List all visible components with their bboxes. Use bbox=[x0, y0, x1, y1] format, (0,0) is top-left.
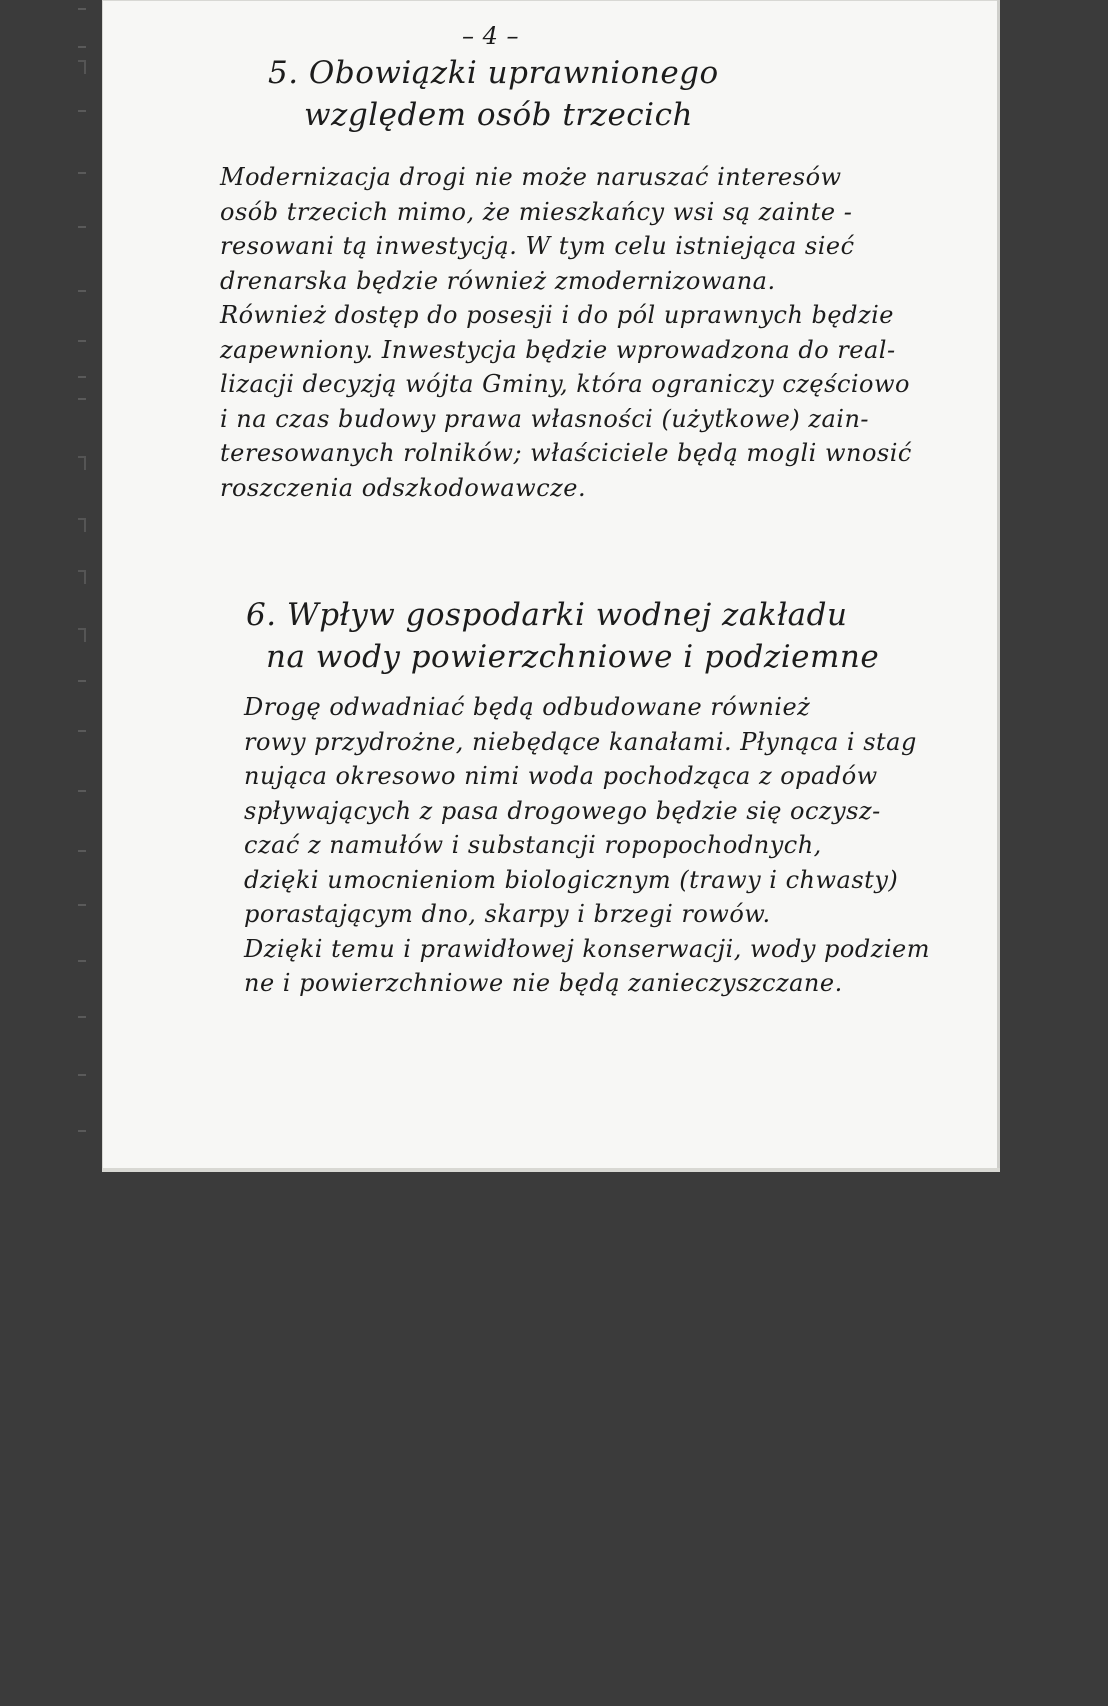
heading-line: 6. Wpływ gospodarki wodnej zakładu bbox=[246, 597, 848, 633]
text-line: osób trzecich mimo, że mieszkańcy wsi są zainte - bbox=[220, 197, 853, 226]
text-line: czać z namułów i substancji ropopochodnych, bbox=[244, 831, 822, 859]
binding-mark bbox=[78, 376, 86, 378]
binding-mark bbox=[78, 340, 86, 342]
heading-line: na wody powierzchniowe i podziemne bbox=[266, 639, 880, 675]
binding-mark bbox=[78, 46, 86, 48]
section-6-heading bbox=[246, 594, 879, 678]
binding-mark bbox=[78, 904, 86, 906]
binding-marks bbox=[78, 0, 90, 1172]
page-edge bbox=[997, 0, 1000, 1172]
text-line: lizacji decyzją wójta Gminy, która ograniczy częściowo bbox=[220, 370, 910, 398]
binding-mark bbox=[78, 172, 86, 174]
binding-mark bbox=[78, 628, 86, 642]
binding-mark bbox=[78, 1016, 86, 1018]
text-line: resowani tą inwestycją. W tym celu istniejąca sieć bbox=[220, 232, 855, 260]
binding-mark bbox=[78, 290, 86, 292]
binding-mark bbox=[78, 398, 86, 400]
text-line: Modernizacja drogi nie może naruszać interesów bbox=[220, 163, 842, 191]
heading-line: 5. Obowiązki uprawnionego bbox=[268, 55, 719, 91]
binding-mark bbox=[78, 226, 86, 228]
binding-mark bbox=[78, 730, 86, 732]
binding-mark bbox=[78, 570, 86, 584]
text-line: i na czas budowy prawa własności (użytkowe) zain- bbox=[220, 404, 870, 433]
binding-mark bbox=[78, 960, 86, 962]
binding-mark bbox=[78, 110, 86, 112]
text-line: rowy przydrożne, niebędące kanałami. Płynąca i stag bbox=[244, 727, 917, 756]
binding-mark bbox=[78, 1074, 86, 1076]
text-line: Również dostęp do posesji i do pól uprawnych będzie bbox=[220, 301, 894, 329]
binding-mark bbox=[78, 8, 86, 10]
binding-mark bbox=[78, 1130, 86, 1132]
text-line: dzięki umocnieniom biologicznym (trawy i chwasty) bbox=[244, 865, 899, 894]
text-line: Drogę odwadniać będą odbudowane również bbox=[244, 693, 811, 721]
text-line: spływających z pasa drogowego będzie się oczysz- bbox=[244, 796, 881, 825]
text-line: nująca okresowo nimi woda pochodząca z opadów bbox=[244, 762, 878, 790]
binding-mark bbox=[78, 518, 86, 532]
binding-mark bbox=[78, 850, 86, 852]
binding-mark bbox=[78, 680, 86, 682]
page-edge bbox=[102, 1168, 1000, 1172]
binding-mark bbox=[78, 60, 86, 74]
text-line: roszczenia odszkodowawcze. bbox=[220, 473, 587, 502]
text-line: Dzięki temu i prawidłowej konserwacji, wody podziem bbox=[244, 934, 930, 963]
text-line: ne i powierzchniowe nie będą zanieczyszczane. bbox=[244, 969, 843, 997]
section-5-body bbox=[220, 160, 912, 505]
binding-mark bbox=[78, 456, 86, 470]
section-6-body bbox=[244, 690, 930, 1001]
binding-mark bbox=[78, 790, 86, 792]
text-line: drenarska będzie również zmodernizowana. bbox=[220, 266, 776, 295]
page-number: – 4 – bbox=[462, 22, 520, 50]
section-5-heading bbox=[268, 52, 719, 136]
text-line: teresowanych rolników; właściciele będą mogli wnosić bbox=[220, 439, 912, 467]
heading-line: względem osób trzecich bbox=[304, 97, 693, 133]
text-line: porastającym dno, skarpy i brzegi rowów. bbox=[244, 900, 771, 928]
text-line: zapewniony. Inwestycja będzie wprowadzona do real- bbox=[220, 335, 896, 364]
